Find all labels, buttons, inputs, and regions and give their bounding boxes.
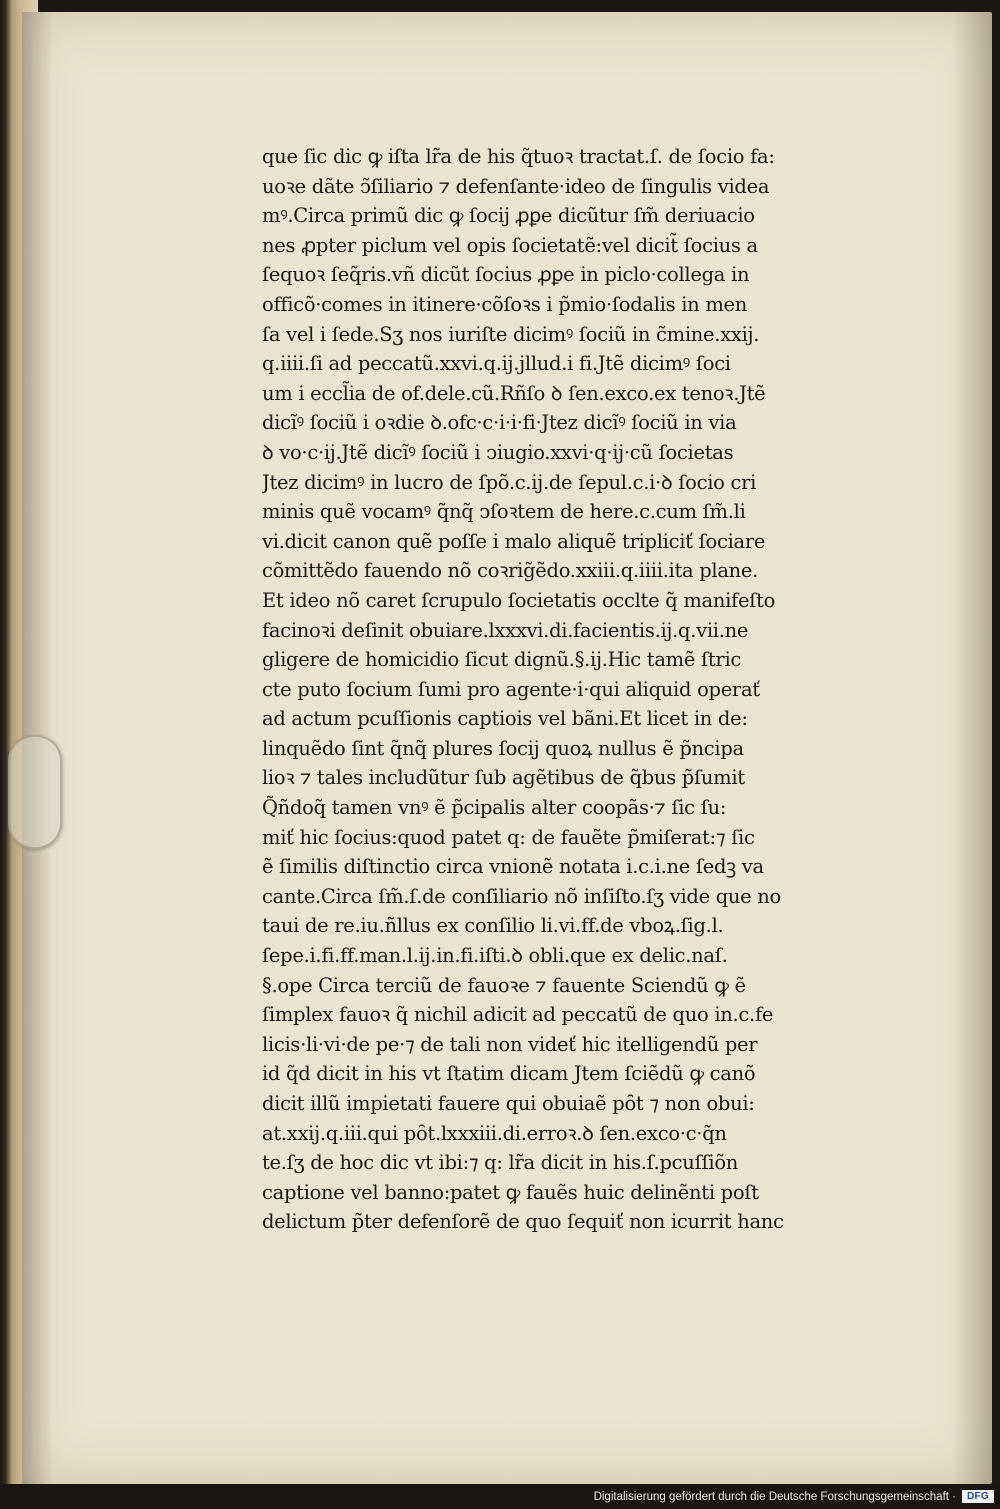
text-line: Jtez dicimꝰ in lucro de ſpõ.c.ij.de ſepul.c.i·ꝺ ſocio cri [262, 470, 757, 494]
text-line: nes ꝓpter piclum vel opis ſocietatẽ:vel dicit̃ ſocius a [262, 233, 758, 257]
funding-credit: Digitalisierung gefördert durch die Deutsche Forschungsgemeinschaft · [593, 1491, 956, 1503]
incunable-text-block [262, 142, 862, 1234]
text-line: ad actum pcuſſionis captiois vel bãni.Et licet in de: [262, 707, 748, 731]
text-line: dicit illũ impietati fauere qui obuiaẽ pȏt ⁊ non obui: [262, 1092, 755, 1115]
text-line: cõmittẽdo fauendo nõ coꝛrig̃ẽdo.xxiii.q.iiii.ita plane. [262, 559, 759, 583]
text-line: §.ope Circa terciũ de fauoꝛe ⁊ fauente Sciendũ ꝙ ẽ [262, 973, 746, 997]
text-line: Et ideo nõ caret ſcrupulo ſocietatis occlte q̃ manifeſto [262, 588, 776, 612]
text-line: id q̃d dicit in his vt ſtatim dicam Jtem ſciẽdũ ꝙ canõ [262, 1062, 756, 1086]
text-line: ſimplex fauoꝛ q̃ nichil adicit ad peccatũ de quo in.c.fe [262, 1003, 774, 1027]
text-line: linquẽdo ſint q̃nq̃ plures ſocij quoꝝ nullus ẽ p̃ncipa [262, 736, 744, 760]
text-line: cante.Circa ſm̃.ſ.de conſiliario nõ inſiſto.ſʒ vide que no [262, 884, 781, 908]
text-line: te.ſʒ de hoc dic vt ibi:⁊ q: lr̃a dicit in his.ſ.pcuſſiõn [262, 1151, 739, 1175]
text-line: q.iiii.ſi ad peccatũ.xxvi.q.ij.jllud.i fi.Jtẽ dicimꝰ ſoci [262, 352, 731, 376]
text-line: at.xxij.q.iii.qui pȏt.lxxxiii.di.erroꝛ.ꝺ ſen.exco·c·q̃n [262, 1121, 727, 1145]
text-line: dicĩꝰ ſociũ i oꝛdie ꝺ.ofc·c·i·i·fi·Jtez dicĩꝰ ſociũ in via [262, 411, 737, 435]
text-line: lioꝛ ⁊ tales includũtur ſub agẽtibus de q̃bus p̃ſumit [262, 766, 745, 790]
text-line: ſepe.i.fi.ff.man.l.ij.in.fi.iſti.ꝺ obli.que ex delic.naſ. [262, 944, 728, 968]
text-line: ꝺ vo·c·ij.Jtẽ dicĩꝰ ſociũ i ↄiugio.xxvi·q·ij·cũ ſocietas [262, 440, 734, 464]
text-line: cte puto ſocium ſumi pro agente·i·qui aliquid operať [262, 677, 760, 701]
text-line: Q̃ñdoq̃ tamen vnꝰ ẽ p̃cipalis alter coopãs·⁊ ſic ſu: [262, 796, 727, 820]
text-line: vi.dicit canon quẽ poſſe i malo aliquẽ tripliciť ſociare [262, 529, 766, 553]
page-shadow-right [952, 12, 992, 1484]
footer-bar [0, 1484, 1000, 1509]
text-line: ſa vel i ſede.Sʒ nos iuriſte dicimꝰ ſociũ in c̃mine.xxij. [262, 322, 760, 346]
text-line: uoꝛe dãte ↄ̃ſiliario ⁊ defenſante·ideo de ſingulis videa [262, 174, 770, 198]
text-line: facinoꝛi deſinit obuiare.lxxxvi.di.facientis.ij.q.vii.ne [262, 618, 749, 642]
dfg-logo: DFG [962, 1490, 994, 1503]
text-line: officõ·comes in itinere·cõſoꝛs i p̃mio·ſodalis in men [262, 292, 748, 316]
text-line: gligere de homicidio ſicut dignũ.§.ij.Hic tamẽ ſtric [262, 648, 742, 672]
text-line: taui de re.iu.ñllus ex conſilio li.vi.ff.de vboꝝ.ſig.l. [262, 914, 724, 938]
text-line: um i eccl̃ia de of.dele.cũ.Rñſo ꝺ ſen.exco.ex tenoꝛ.Jtẽ [262, 381, 766, 405]
text-line: minis quẽ vocamꝰ q̃nq̃ ↄſoꝛtem de here.c.cum ſm̃.li [262, 500, 746, 524]
text-line: licis·li·vi·de pe·⁊ de tali non videť hic itelligendũ per [262, 1032, 758, 1056]
text-line: miť hic ſocius:quod patet q: de fauẽte p̃miſerat:⁊ ſic [262, 825, 755, 849]
paper-clip-tab [8, 735, 62, 849]
text-line: que ſic dic ꝙ iſta lr̃a de his q̃tuoꝛ tractat.ſ. de ſocio fa: [262, 145, 775, 168]
text-line: captione vel banno:patet ꝙ fauẽs huic delinẽnti poſt [262, 1180, 759, 1204]
text-line: delictum p̃ter defenſorẽ de quo ſequiť non icurrit hanc [262, 1210, 784, 1234]
text-line: ſequoꝛ ſeq̃ris.vñ dicũt ſocius ꝓꝑe in piclo·collega in [262, 263, 750, 287]
text-line: ẽ ſimilis diſtinctio circa vnionẽ notata i.c.i.ne ſedꝫ va [262, 855, 764, 879]
text-line: mꝰ.Circa primũ dic ꝙ ſocij ꝓꝑe dicũtur ſm̃ deriuacio [262, 204, 755, 228]
